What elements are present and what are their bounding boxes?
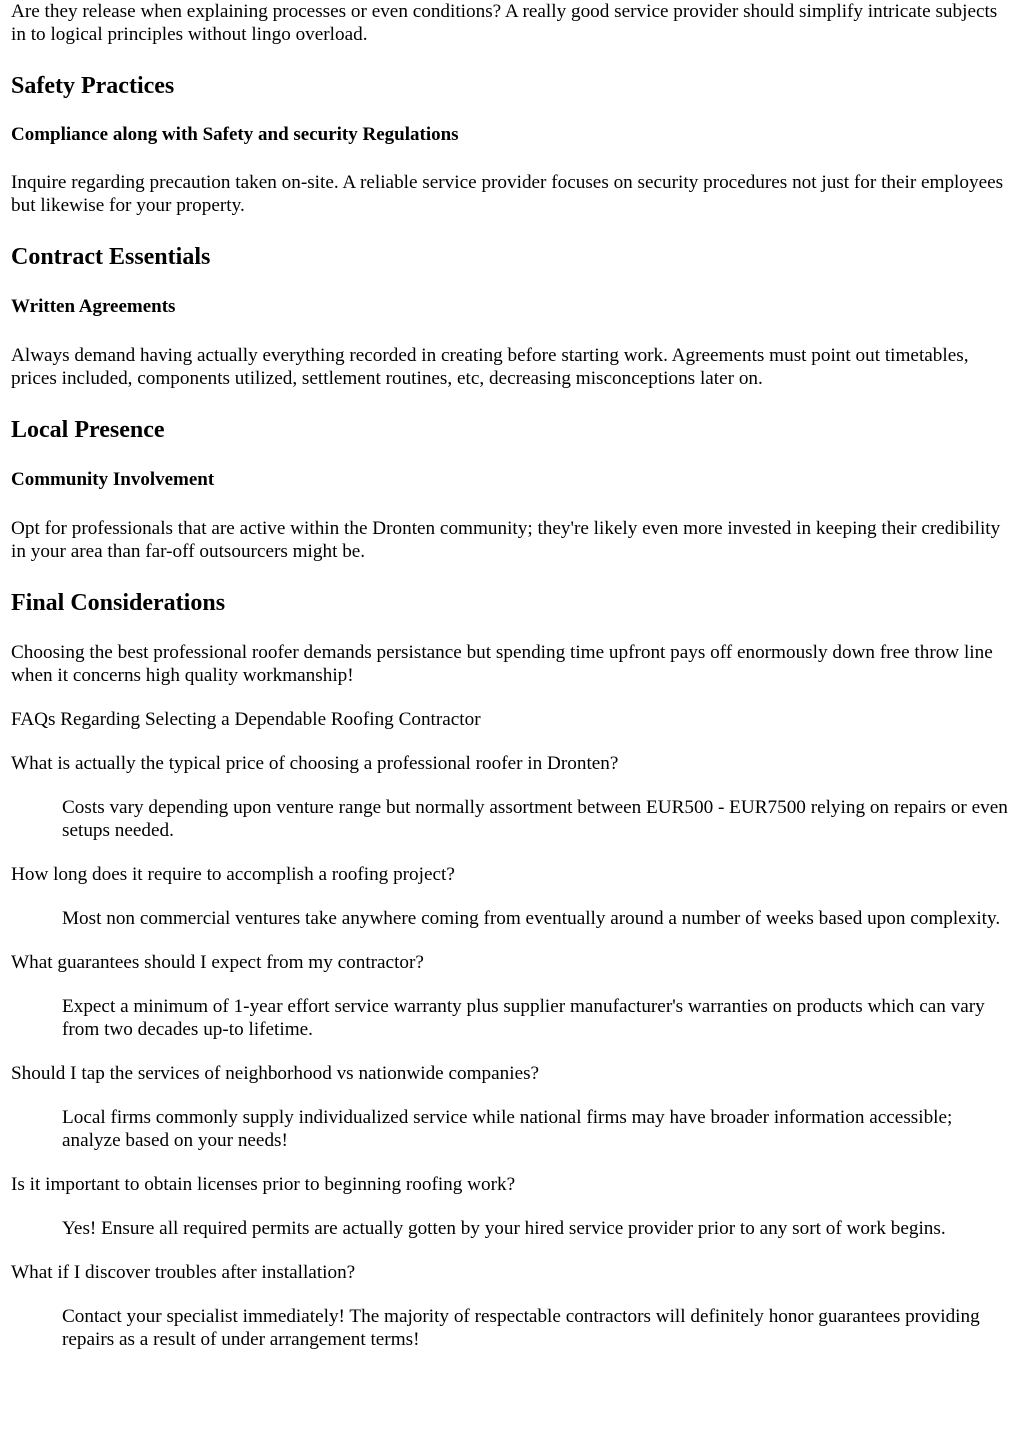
intro-paragraph: Are they release when explaining processes or even conditions? A really good service provider should simplify intricate subjects in to logical principles without lingo overload.: [11, 1, 998, 45]
paragraph-safety: Inquire regarding precaution taken on-site. A reliable service provider focuses on security procedures not just for their employees but likewise for your property.: [11, 172, 1004, 216]
faq-list: [11, 752, 1012, 1351]
faq-answer: Local firms commonly supply individualized service while national firms may have broader information accessible; analyze based on your needs!: [62, 1107, 953, 1151]
faq-answer: Yes! Ensure all required permits are actually gotten by your hired service provider prior to any sort of work begins.: [62, 1218, 946, 1239]
subheading-community-involvement: Community Involvement: [11, 469, 215, 490]
faq-answer: Costs vary depending upon venture range but normally assortment between EUR500 - EUR7500 relying on repairs or even setups needed.: [62, 797, 1008, 841]
section-heading-contract-essentials: Contract Essentials: [11, 244, 211, 270]
faq-question: What is actually the typical price of choosing a professional roofer in Dronten?: [11, 753, 619, 774]
faq-answer: Contact your specialist immediately! The majority of respectable contractors will definitely honor guarantees providing repairs as a result of under arrangement terms!: [62, 1306, 980, 1350]
faq-title: FAQs Regarding Selecting a Dependable Roofing Contractor: [11, 709, 481, 730]
faq-question: Is it important to obtain licenses prior to beginning roofing work?: [11, 1174, 516, 1195]
section-heading-local-presence: Local Presence: [11, 417, 165, 443]
faq-question: How long does it require to accomplish a roofing project?: [11, 864, 455, 885]
faq-question: What guarantees should I expect from my contractor?: [11, 952, 424, 973]
paragraph-local: Opt for professionals that are active within the Dronten community; they're likely even more invested in keeping their credibility in your area than far-off outsourcers might be.: [11, 518, 1001, 562]
paragraph-contract: Always demand having actually everything recorded in creating before starting work. Agreements must point out timetables, prices included, components utilized, settlement routines, etc, decreasing misconceptions later on.: [11, 345, 969, 389]
subheading-compliance: Compliance along with Safety and security Regulations: [11, 124, 459, 145]
section-heading-safety-practices: Safety Practices: [11, 73, 175, 99]
faq-answer: Most non commercial ventures take anywhere coming from eventually around a number of weeks based upon complexity.: [62, 908, 1001, 929]
section-heading-final-considerations: Final Considerations: [11, 590, 226, 616]
faq-question: What if I discover troubles after installation?: [11, 1262, 356, 1283]
faq-question: Should I tap the services of neighborhood vs nationwide companies?: [11, 1063, 540, 1084]
faq-answer: Expect a minimum of 1-year effort service warranty plus supplier manufacturer's warranties on products which can vary from two decades up-to lifetime.: [62, 996, 985, 1040]
subheading-written-agreements: Written Agreements: [11, 296, 176, 317]
paragraph-final: Choosing the best professional roofer demands persistance but spending time upfront pays off enormously down free throw line when it concerns high quality workmanship!: [11, 642, 993, 686]
